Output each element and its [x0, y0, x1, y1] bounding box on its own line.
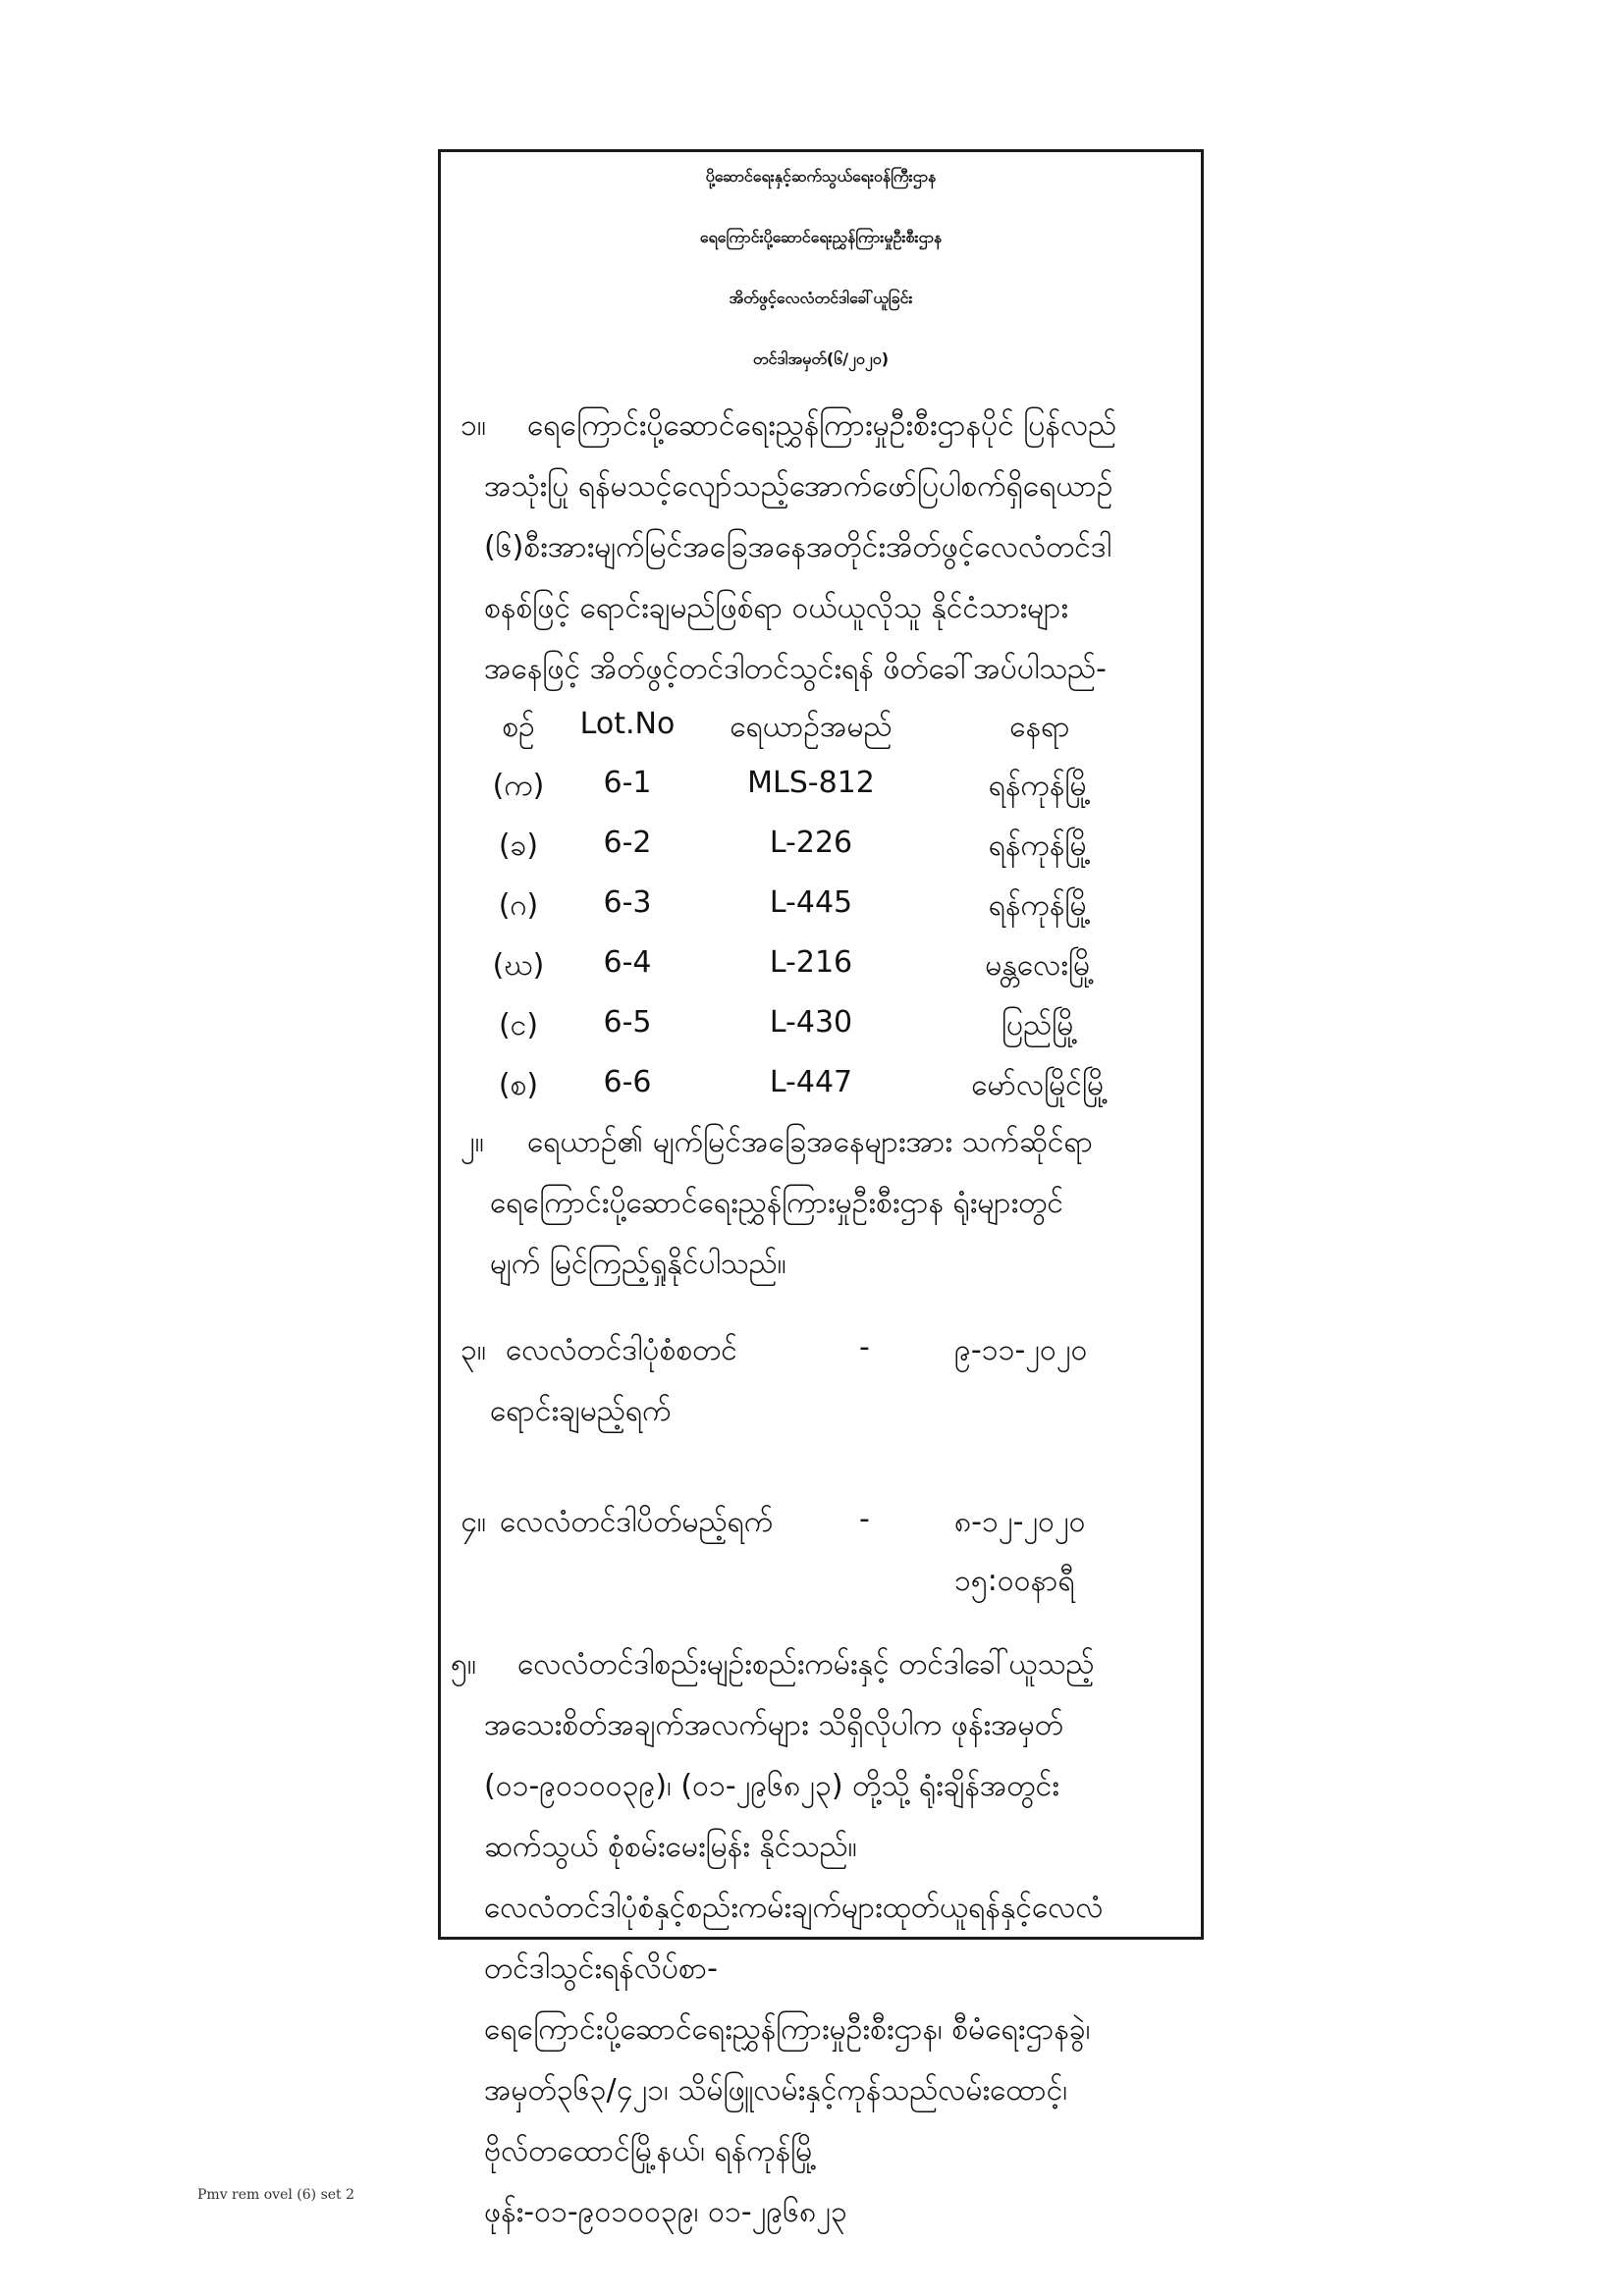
row-serial: (စ)	[498, 1068, 539, 1102]
opening-sale-label: လေလံတင်ဒါပုံစံစတင်	[506, 1333, 737, 1367]
footer-note: Pmv rem ovel (6) set 2	[197, 2187, 355, 2203]
row-location: ရန်ကုန်မြို့	[988, 769, 1092, 803]
address-line: အမှတ်၃၆၃/၄၂၁၊ သိမ်ဖြူလမ်းနှင့်ကုန်သည်လမ်းထောင့်၊	[484, 2073, 1068, 2108]
table-header-vessel: ရေယာဉ်အမည်	[730, 710, 893, 744]
row-vessel: L-447	[769, 1065, 853, 1099]
section-1-line: ရေကြောင်းပို့ဆောင်ရေးညွှန်ကြားမှုဦးစီးဌာနပိုင် ပြန်လည်	[527, 408, 1117, 443]
section-5-line: တင်ဒါသွင်းရန်လိပ်စာ-	[484, 1951, 718, 1986]
section-1-line: စနစ်ဖြင့် ရောင်းချမည်ဖြစ်ရာ ဝယ်ယူလိုသူ နိုင်ငံသားများ	[484, 591, 1068, 625]
row-vessel: MLS-812	[747, 766, 875, 800]
opening-sale-label-2: ရောင်းချမည့်ရက်	[490, 1394, 672, 1428]
section-3-dash: -	[859, 1330, 870, 1364]
row-location: မော်လမြိုင်မြို့	[971, 1068, 1109, 1102]
section-1-number: ၁။	[460, 408, 486, 443]
ministry-heading: ပို့ဆောင်ရေးနှင့်ဆက်သွယ်ရေးဝန်ကြီးဌာန	[705, 167, 937, 186]
section-5-line: အသေးစိတ်အချက်အလက်များ သိရှိလိုပါက ဖုန်းအမှတ်	[484, 1708, 1063, 1742]
section-4-number: ၄။	[460, 1505, 486, 1539]
row-lot: 6-4	[603, 945, 652, 980]
row-lot: 6-3	[603, 885, 652, 920]
section-2-number: ၂။	[460, 1125, 484, 1159]
opening-sale-date: ၉-၁၁-၂၀၂၀	[954, 1333, 1088, 1367]
closing-date: ၈-၁၂-၂၀၂၀	[954, 1505, 1086, 1539]
table-header-serial: စဉ်	[502, 710, 535, 744]
address-line: ဗိုလ်တထောင်မြို့နယ်၊ ရန်ကုန်မြို့	[484, 2134, 817, 2168]
section-5-number: ၅။	[451, 1647, 476, 1682]
section-4-dash: -	[859, 1502, 870, 1536]
section-5-line: ဆက်သွယ် စုံစမ်းမေးမြန်း နိုင်သည်။	[484, 1830, 857, 1864]
address-line: ရေကြောင်းပို့ဆောင်ရေးညွှန်ကြားမှုဦးစီးဌာန၊ စီမံရေးဌာနခွဲ၊	[484, 2012, 1091, 2047]
section-5-line: လေလံတင်ဒါပုံစံနှင့်စည်းကမ်းချက်များထုတ်ယူရန်နှင့်လေလံ	[484, 1891, 1104, 1925]
notice-title: အိတ်ဖွင့်လေလံတင်ဒါခေါ်ယူခြင်း	[729, 289, 913, 307]
section-2-line: မျက် မြင်ကြည့်ရှုနိုင်ပါသည်။	[490, 1247, 786, 1281]
phone-line: ဖုန်း-၀၁-၉၀၁၀၀၃၉၊ ၀၁-၂၉၆၈၂၃	[484, 2195, 847, 2229]
row-location: မန္တလေးမြို့	[985, 948, 1095, 983]
row-vessel: L-226	[769, 826, 853, 860]
row-vessel: L-430	[769, 1005, 853, 1040]
row-lot: 6-6	[603, 1065, 652, 1099]
section-5-line: လေလံတင်ဒါစည်းမျဉ်းစည်းကမ်းနှင့် တင်ဒါခေါ်ယူသည့်	[517, 1647, 1095, 1682]
tender-number: တင်ဒါအမှတ်(၆/၂၀၂၀)	[752, 349, 890, 368]
section-2-line: ရေယာဉ်၏ မျက်မြင်အခြေအနေများအား သက်ဆိုင်ရာ	[527, 1125, 1094, 1159]
row-serial: (ဃ)	[492, 948, 545, 983]
section-2-line: ရေကြောင်းပို့ဆောင်ရေးညွှန်ကြားမှုဦးစီးဌာန ရုံးများတွင်	[490, 1186, 1064, 1220]
row-serial: (က)	[492, 769, 545, 803]
closing-date-label: လေလံတင်ဒါပိတ်မည့်ရက်	[500, 1505, 774, 1539]
table-header-location: နေရာ	[1009, 710, 1070, 744]
row-lot: 6-1	[603, 766, 652, 800]
section-1-line: အသုံးပြု ရန်မသင့်လျော်သည့်အောက်ဖော်ပြပါစက်ရှိရေယာဉ်	[484, 469, 1113, 504]
row-vessel: L-445	[769, 885, 853, 920]
row-lot: 6-5	[603, 1005, 652, 1040]
table-header-lot: Lot.No	[579, 707, 676, 741]
department-heading: ရေကြောင်းပို့ဆောင်ရေးညွှန်ကြားမှုဦးစီးဌာန	[699, 228, 943, 246]
row-vessel: L-216	[769, 945, 853, 980]
closing-time: ၁၅:၀၀နာရီ	[954, 1564, 1075, 1598]
section-5-line: (၀၁-၉၀၁၀၀၃၉)၊ (၀၁-၂၉၆၈၂၃) တို့သို့ ရုံးချိန်အတွင်း	[484, 1769, 1059, 1803]
section-1-line: (၆)စီးအားမျက်မြင်အခြေအနေအတိုင်းအိတ်ဖွင့်လေလံတင်ဒါ	[484, 530, 1111, 564]
section-3-number: ၃။	[460, 1333, 486, 1367]
row-location: ရန်ကုန်မြို့	[988, 828, 1092, 863]
row-serial: (ခ)	[498, 828, 539, 863]
row-lot: 6-2	[603, 826, 652, 860]
row-location: ပြည်မြို့	[1001, 1008, 1078, 1042]
row-location: ရန်ကုန်မြို့	[988, 888, 1092, 923]
tender-notice-box	[438, 149, 1204, 2229]
row-serial: (င)	[498, 1008, 539, 1042]
row-serial: (ဂ)	[498, 888, 539, 923]
section-1-line: အနေဖြင့် အိတ်ဖွင့်တင်ဒါတင်သွင်းရန် ဖိတ်ခေါ်အပ်ပါသည်-	[484, 652, 1107, 686]
